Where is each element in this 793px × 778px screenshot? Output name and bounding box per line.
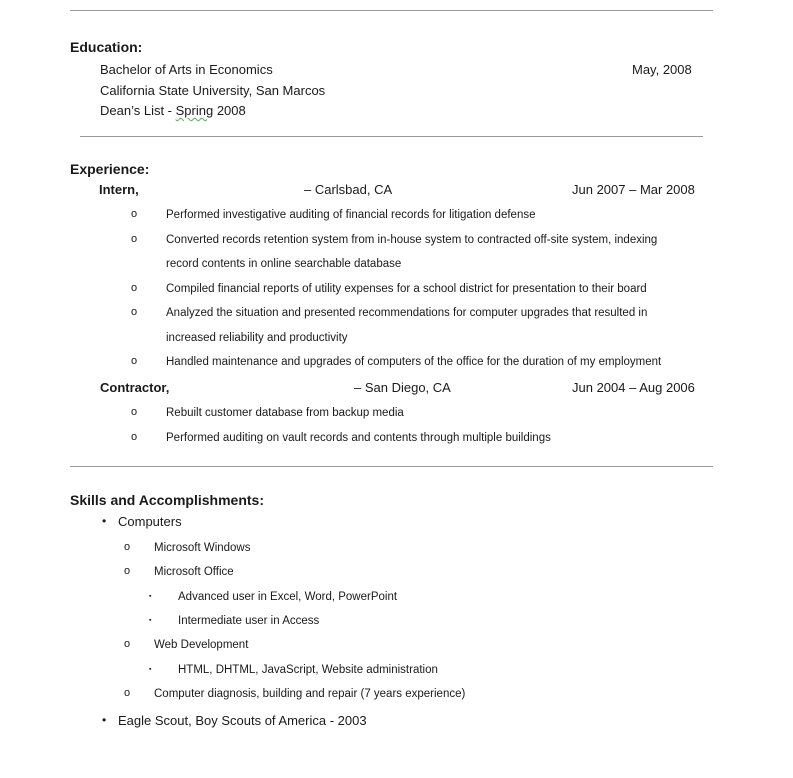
bullet-marker: o	[131, 282, 138, 294]
skill-computers: Computers	[118, 514, 182, 529]
bullet-marker: •	[102, 514, 107, 528]
bullet-marker: o	[131, 406, 138, 418]
education-honor	[100, 103, 246, 118]
job-bullet-continuation: record contents in online searchable database	[166, 258, 402, 270]
experience-divider	[70, 466, 713, 467]
bullet-marker: o	[124, 687, 131, 699]
bullet-marker: ▪	[149, 617, 152, 624]
job-location: – Carlsbad, CA	[304, 182, 393, 197]
job-title: Intern,	[99, 182, 139, 197]
bullet-marker: o	[131, 355, 138, 367]
job-bullet: Analyzed the situation and presented recommendations for computer upgrades that resulted in	[166, 307, 648, 319]
job-title: Contractor,	[100, 380, 170, 395]
job-bullet: Rebuilt customer database from backup media	[166, 407, 404, 419]
bullet-marker: ▪	[149, 666, 152, 673]
job-bullet: Converted records retention system from in-house system to contracted off-site system, indexing	[166, 234, 658, 246]
experience-heading: Experience:	[70, 161, 150, 177]
job-dates: Jun 2007 – Mar 2008	[572, 182, 695, 197]
bullet-marker: o	[124, 565, 131, 577]
skill-office: Microsoft Office	[154, 566, 234, 578]
skills-heading: Skills and Accomplishments:	[70, 492, 264, 508]
skill-webdev: Web Development	[154, 639, 249, 651]
job-location: – San Diego, CA	[354, 380, 451, 395]
bullet-marker: ▪	[149, 593, 152, 600]
bullet-marker: o	[131, 306, 138, 318]
education-degree: Bachelor of Arts in Economics	[100, 62, 273, 77]
job-bullet: Performed investigative auditing of financial records for litigation defense	[166, 209, 536, 221]
job-bullet: Handled maintenance and upgrades of computers of the office for the duration of my employment	[166, 356, 662, 368]
job-dates: Jun 2004 – Aug 2006	[572, 380, 695, 395]
honor-term[interactable]: Spring	[175, 103, 214, 118]
skill-office-detail: Advanced user in Excel, Word, PowerPoint	[178, 591, 398, 603]
skill-eagle-scout: Eagle Scout, Boy Scouts of America - 2003	[118, 713, 367, 728]
education-divider	[80, 136, 703, 137]
bullet-marker: o	[124, 638, 131, 650]
bullet-marker: o	[131, 431, 138, 443]
skill-webdev-detail: HTML, DHTML, JavaScript, Website administration	[178, 664, 438, 676]
top-divider	[70, 10, 713, 11]
bullet-marker: o	[131, 233, 138, 245]
education-heading: Education:	[70, 39, 143, 55]
skill-office-detail: Intermediate user in Access	[178, 615, 320, 627]
honor-year: 2008	[213, 103, 246, 118]
job-bullet: Performed auditing on vault records and contents through multiple buildings	[166, 432, 551, 444]
honor-prefix: Dean’s List -	[100, 103, 176, 118]
skill-diagnosis: Computer diagnosis, building and repair (7 years experience)	[154, 688, 466, 700]
skill-windows: Microsoft Windows	[154, 542, 251, 554]
bullet-marker: •	[102, 713, 107, 727]
job-bullet-continuation: increased reliability and productivity	[166, 332, 348, 344]
bullet-marker: o	[131, 208, 138, 220]
education-school: California State University, San Marcos	[100, 83, 326, 98]
bullet-marker: o	[124, 541, 131, 553]
education-date: May, 2008	[632, 62, 692, 77]
job-bullet: Compiled financial reports of utility expenses for a school district for presentation to their board	[166, 283, 647, 295]
